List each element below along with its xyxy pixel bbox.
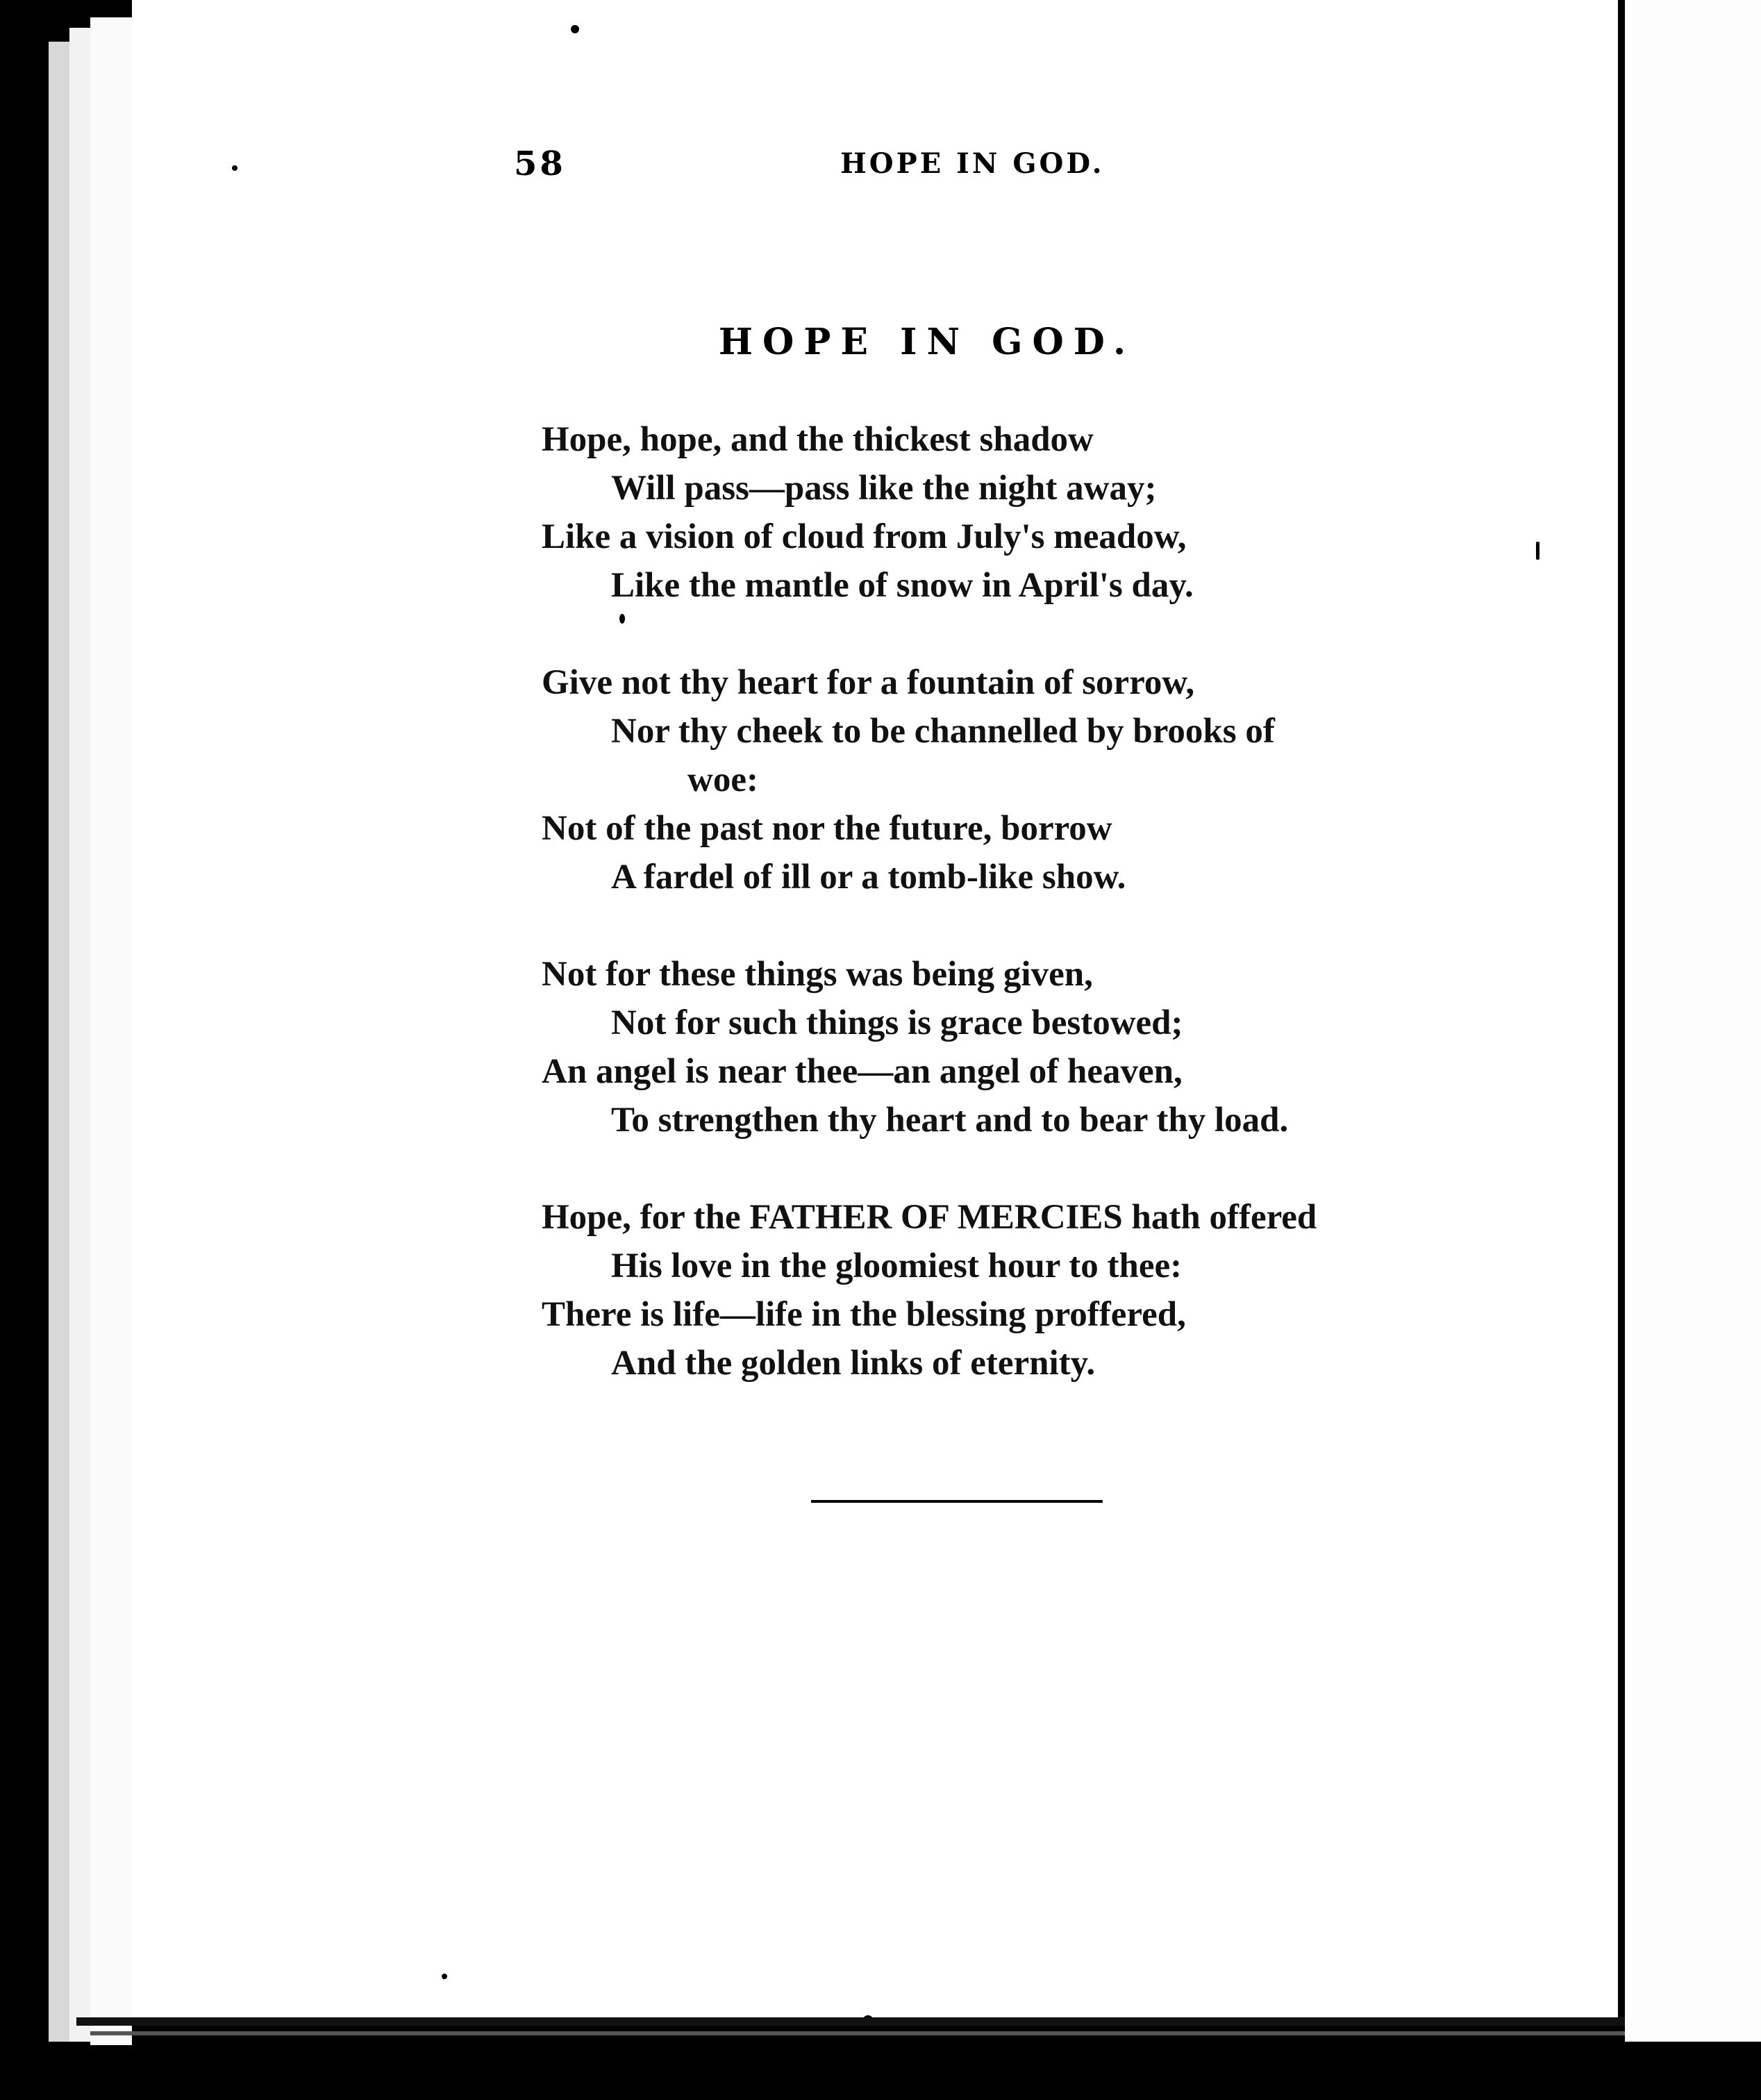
poem-line: Like a vision of cloud from July's meadow, [542, 517, 1187, 556]
page-paper [132, 0, 1618, 2017]
poem-body [542, 415, 1514, 1436]
poem-line: Not of the past nor the future, borrow [542, 809, 1112, 848]
poem-line: To strengthen thy heart and to bear thy load. [611, 1101, 1289, 1140]
poem-line: Hope, for the FATHER OF MERCIES hath offered [542, 1198, 1317, 1237]
scan-speck [1536, 542, 1539, 560]
poem-line: woe: [687, 760, 758, 799]
poem-title: HOPE IN GOD. [718, 321, 1136, 363]
poem-line: A fardel of ill or a tomb-like show. [611, 858, 1126, 897]
facing-page-edge [1625, 0, 1761, 2042]
stanza [542, 415, 1514, 610]
scan-speck [442, 1974, 447, 1979]
poem-line: Not for these things was being given, [542, 955, 1093, 994]
page-border-bottom [90, 2031, 1625, 2035]
page-border-bottom [76, 2017, 1625, 2026]
poem-line: Will pass—pass like the night away; [611, 469, 1157, 508]
poem-line: Like the mantle of snow in April's day. [611, 566, 1194, 605]
poem-line: Give not thy heart for a fountain of sorrow, [542, 663, 1195, 702]
stanza [542, 658, 1514, 901]
poem-line: Hope, hope, and the thickest shadow [542, 420, 1094, 459]
scan-speck [571, 25, 579, 33]
book-edge [90, 17, 132, 2045]
scan-speck [619, 614, 625, 624]
poem-line: An angel is near thee—an angel of heaven, [542, 1052, 1183, 1091]
page-border-right [1618, 0, 1625, 2100]
poem-line: His love in the gloomiest hour to thee: [611, 1247, 1183, 1285]
poem-line: Not for such things is grace bestowed; [611, 1003, 1183, 1042]
running-title: HOPE IN GOD. [840, 147, 1105, 180]
stanza [542, 1193, 1514, 1388]
poem-line: And the golden links of eternity. [611, 1344, 1096, 1383]
poem-line: There is life—life in the blessing proffered, [542, 1295, 1186, 1334]
book-edge [69, 28, 90, 2042]
scan-speck [232, 165, 237, 171]
end-rule [811, 1500, 1103, 1503]
poem-line: Nor thy cheek to be channelled by brooks of [611, 712, 1275, 751]
stanza [542, 950, 1514, 1144]
page-number: 58 [514, 144, 566, 183]
